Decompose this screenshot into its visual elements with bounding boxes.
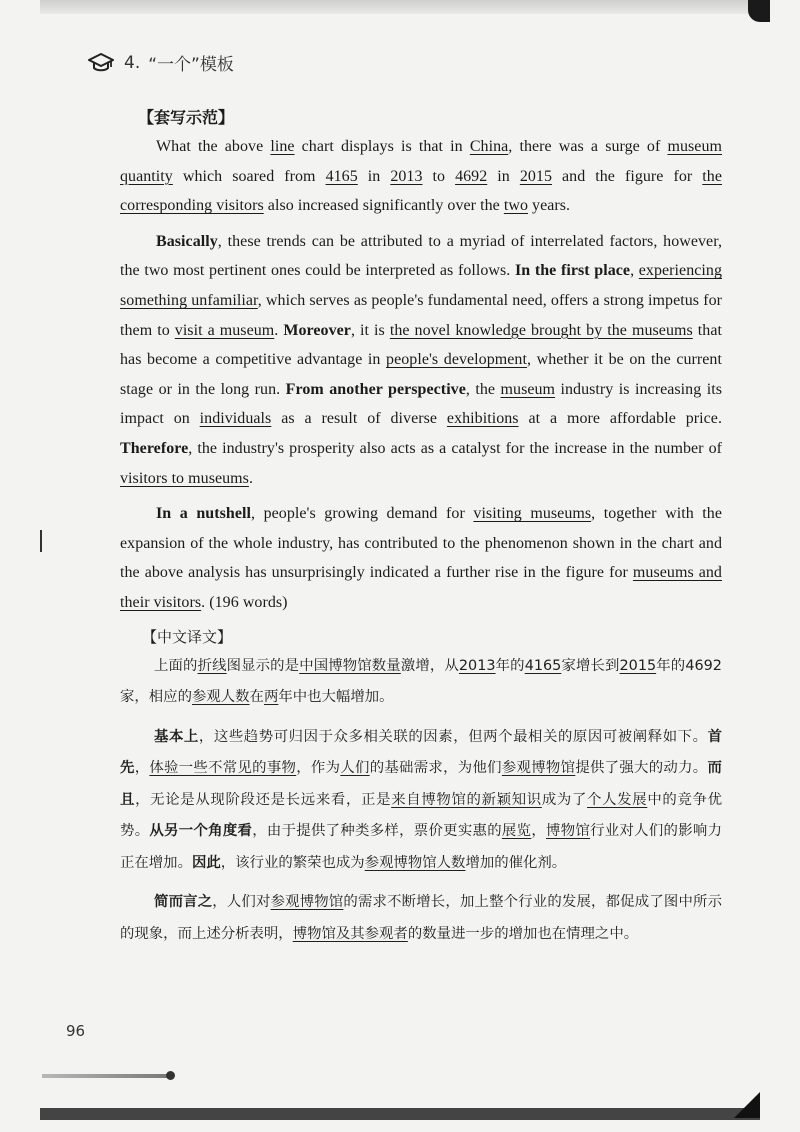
underlined-phrase: the novel knowledge brought by the museums [389, 321, 693, 339]
underlined-phrase: 中国博物馆数量 [299, 657, 401, 674]
bold-connector: 从另一个角度看 [149, 823, 253, 839]
bold-connector: Basically [156, 232, 218, 250]
text-run: , [630, 262, 639, 280]
footer-dot [166, 1071, 175, 1080]
text-run: that has become a competitive advantage in [120, 321, 722, 369]
text-run: 行业对人们的影响力正在增加。 [120, 823, 722, 871]
text-run: . [248, 469, 254, 487]
text-run: ，无论是从现阶段还是长远来看，正是 [135, 791, 392, 808]
chinese-paragraph-2 [120, 722, 722, 880]
text-run: at a more affordable price. [518, 410, 722, 428]
underlined-phrase: visit a museum [174, 321, 275, 339]
text-run: 的需求不断增长，加上整个行业的发展，都促成了图中所示的现象，而上述分析表明， [120, 894, 722, 942]
text-run: also increased significantly over the [263, 197, 504, 215]
top-edge [40, 0, 760, 14]
text-run: 成为了 [541, 791, 588, 808]
underlined-phrase: 博物馆 [546, 823, 591, 839]
chapter-number: 4. [124, 52, 141, 73]
graduation-cap-icon [88, 53, 114, 73]
text-run: to [422, 167, 456, 185]
underlined-phrase: 4165 [524, 657, 562, 674]
text-run: ，由于提供了种类多样，票价更实惠的 [252, 823, 502, 839]
text-run: 年的 [495, 657, 525, 674]
chapter-header [88, 50, 234, 75]
text-run: . (196 words) [201, 593, 288, 611]
underlined-phrase: 参观博物馆 [270, 894, 344, 910]
underlined-phrase: 参观人数 [191, 689, 250, 705]
bold-connector: Moreover [283, 321, 351, 339]
underlined-phrase: China [469, 138, 509, 155]
text-run: 的基础需求，为他们 [369, 760, 502, 776]
chinese-translation-title: 【中文译文】 [142, 627, 233, 646]
text-run: , these trends can be attributed to a myriad of interrelated factors, however, the two most pertinent ones could be interpreted as follows. [120, 232, 722, 280]
underlined-phrase: two [503, 197, 528, 215]
underlined-phrase: 2013 [390, 167, 423, 185]
underlined-phrase: 人们 [340, 760, 370, 776]
text-run: 在 [249, 689, 264, 705]
english-paragraph-1 [120, 132, 722, 221]
text-run: 年的4692家，相应的 [120, 657, 722, 705]
bold-connector: 基本上 [154, 728, 199, 745]
underlined-phrase: individuals [199, 410, 272, 428]
text-run: , the [465, 380, 501, 398]
bold-connector: In a nutshell [156, 505, 252, 523]
text-run: 激增，从 [400, 657, 459, 674]
text-run: chart displays is that in [294, 138, 470, 155]
text-run: ， [134, 760, 150, 776]
text-run: ， [531, 823, 547, 839]
bold-connector: From another perspective [285, 380, 466, 398]
text-run: ，这些趋势可归因于众多相关联的因素，但两个最相关的原因可被阐释如下。 [198, 728, 708, 745]
text-run: industry is increasing its impact on [120, 380, 722, 428]
underlined-phrase: museums and their visitors [120, 564, 722, 611]
chapter-title: “一个”模板 [148, 55, 234, 75]
corner-mark-top [748, 0, 770, 22]
bold-connector: 简而言之 [154, 894, 213, 910]
text-run: , it is [350, 321, 390, 339]
text-run: 上面的 [154, 657, 198, 674]
chinese-paragraph-1 [120, 651, 722, 714]
english-paragraph-3 [120, 499, 722, 617]
bottom-edge [40, 1108, 760, 1120]
text-run: , which serves as people's fundamental need, offers a strong impetus for them to [120, 291, 722, 339]
bold-connector: 首先 [120, 728, 722, 776]
text-run: ，人们对 [212, 894, 271, 910]
underlined-phrase: 参观博物馆 [501, 760, 576, 776]
underlined-phrase: 个人发展 [587, 791, 648, 808]
underlined-phrase: 两 [263, 689, 279, 705]
text-run: 家增长到 [561, 657, 620, 674]
text-run: What the above [156, 138, 271, 155]
chinese-paragraph-3 [120, 887, 722, 950]
text-run: 中的竞争优势。 [120, 791, 722, 839]
underlined-phrase: experiencing something unfamiliar [120, 262, 722, 309]
underlined-phrase: 来自博物馆的新颖知识 [391, 791, 542, 808]
underlined-phrase: exhibitions [446, 410, 519, 428]
underlined-phrase: museum quantity [120, 138, 722, 185]
underlined-phrase: visitors to museums [120, 469, 249, 487]
text-run: . [274, 321, 284, 339]
text-run: , people's growing demand for [251, 505, 474, 523]
underlined-phrase: 2015 [619, 657, 657, 674]
footer-rule [42, 1074, 170, 1078]
text-run: 增加的催化剂。 [465, 854, 567, 871]
bold-connector: In the first place [515, 262, 631, 280]
underlined-phrase: 4165 [325, 167, 358, 185]
underlined-phrase: the corresponding visitors [120, 167, 722, 215]
underlined-phrase: 展览 [501, 823, 532, 839]
underlined-phrase: visiting museums [473, 505, 592, 523]
page-number: 96 [66, 1022, 86, 1040]
main-content [120, 105, 722, 958]
bold-connector: 而且 [120, 760, 722, 808]
corner-mark-bottom [734, 1092, 760, 1118]
underlined-phrase: 折线 [197, 657, 227, 674]
text-run: , there was a surge of [508, 138, 668, 155]
text-run: 年中也大幅增加。 [278, 689, 394, 705]
margin-mark [40, 530, 42, 552]
underlined-phrase: 参观博物馆人数 [364, 854, 466, 871]
text-run: and the figure for [552, 167, 703, 185]
text-run: which soared from [172, 167, 326, 185]
underlined-phrase: 博物馆及其参观者 [292, 925, 408, 942]
underlined-phrase: 体验一些不常见的事物 [149, 760, 297, 776]
bold-connector: Therefore [120, 439, 189, 457]
text-run: ，该行业的繁荣也成为 [220, 854, 365, 871]
text-run: 图显示的是 [226, 657, 300, 674]
text-run: , whether it be on the current stage or in the long run. [120, 351, 722, 398]
text-run: 的数量进一步的增加也在情理之中。 [407, 925, 639, 942]
text-run: ，作为 [296, 760, 341, 776]
text-run: 提供了强大的动力。 [575, 760, 708, 776]
underlined-phrase: museum [500, 380, 556, 398]
underlined-phrase: 4692 [455, 167, 488, 185]
section-title: 【套写示范】 [138, 108, 235, 127]
underlined-phrase: people's development [386, 351, 527, 369]
underlined-phrase: 2015 [519, 167, 553, 185]
english-paragraph-2 [120, 227, 722, 493]
bold-connector: 因此 [191, 854, 221, 871]
text-run: , together with the expansion of the whole industry, has contributed to the phenomenon shown in the chart and the above analysis has unsurprisingly indicated a further rise in the figure for [120, 505, 722, 582]
text-run: , the industry's prosperity also acts as a catalyst for the increase in the number of [188, 439, 722, 457]
text-run: as a result of diverse [271, 410, 447, 428]
underlined-phrase: 2013 [458, 657, 496, 674]
underlined-phrase: line [270, 138, 295, 155]
text-run: in [357, 167, 391, 185]
text-run: in [487, 167, 520, 185]
text-run: years. [528, 197, 571, 215]
